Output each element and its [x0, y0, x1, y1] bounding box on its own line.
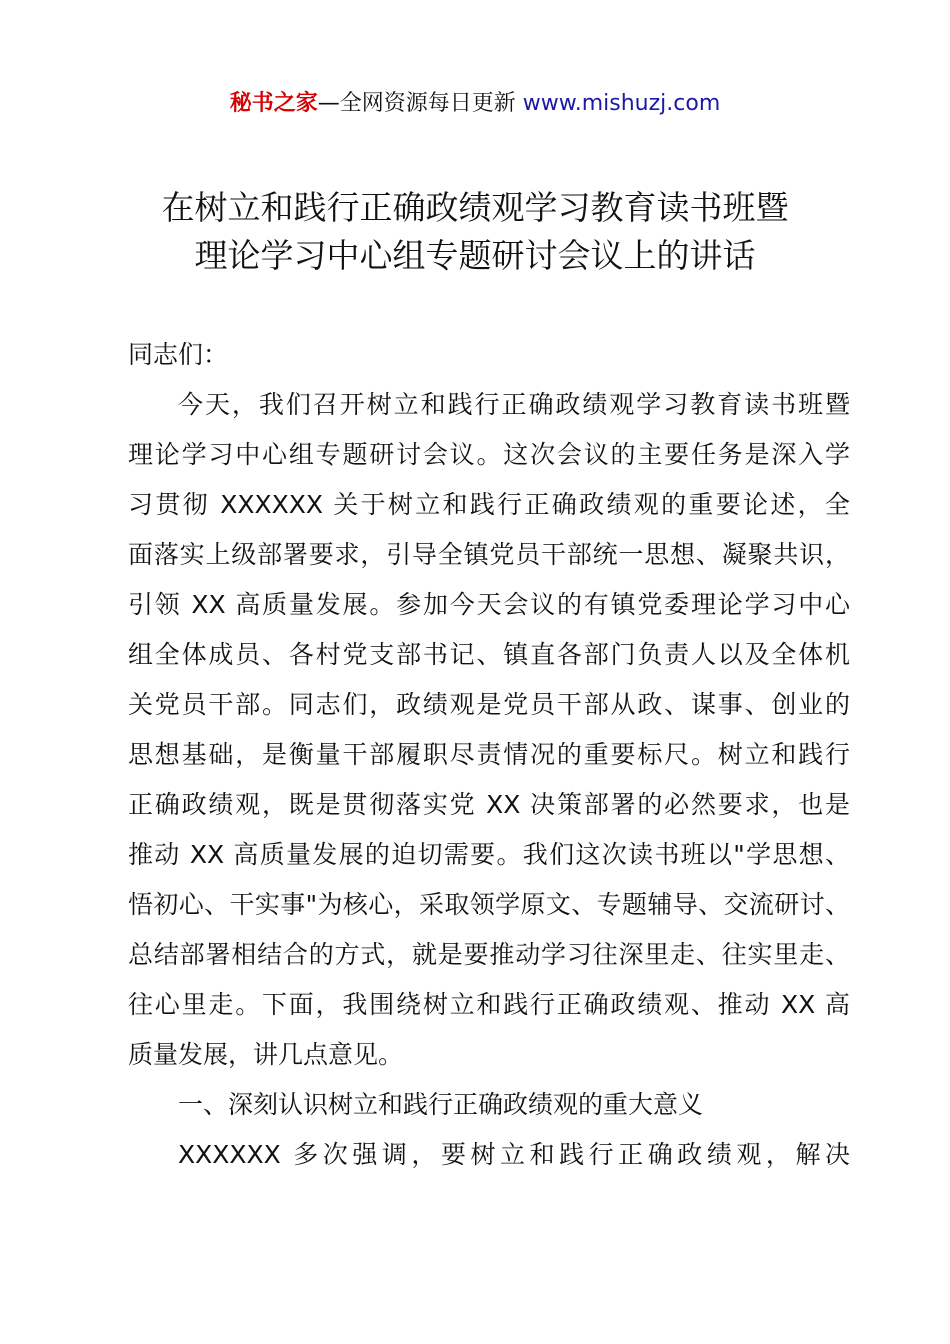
- text-line: 关党员干部。同志们，政绩观是党员干部从政、谋事、创业的: [128, 690, 850, 719]
- site-brand: 秘书之家: [229, 91, 318, 116]
- salutation: 同志们：: [128, 340, 229, 369]
- text-line: 习贯彻 XXXXXX 关于树立和践行正确政绩观的重要论述，全: [128, 490, 850, 519]
- text-line: 悟初心、干实事"为核心，采取领学原文、专题辅导、交流研讨、: [128, 890, 850, 919]
- document-title: [0, 184, 950, 280]
- section-heading-1: 一、深刻认识树立和践行正确政绩观的重大意义: [178, 1090, 704, 1119]
- text-line: 往心里走。下面，我围绕树立和践行正确政绩观、推动 XX 高: [128, 990, 850, 1019]
- title-line-2: 理论学习中心组专题研讨会议上的讲话: [194, 236, 756, 275]
- site-tagline: —全网资源每日更新: [317, 91, 516, 116]
- text-line: 理论学习中心组专题研讨会议。这次会议的主要任务是深入学: [128, 440, 850, 469]
- text-line: 组全体成员、各村党支部书记、镇直各部门负责人以及全体机: [128, 640, 850, 669]
- text-line: 总结部署相结合的方式，就是要推动学习往深里走、往实里走、: [128, 940, 850, 969]
- title-line-1: 在树立和践行正确政绩观学习教育读书班暨: [161, 188, 789, 227]
- text-line: 思想基础，是衡量干部履职尽责情况的重要标尺。树立和践行: [128, 740, 850, 769]
- paragraph-intro: [128, 380, 850, 1080]
- text-line: 今天，我们召开树立和践行正确政绩观学习教育读书班暨: [178, 390, 850, 419]
- text-line: 质量发展，讲几点意见。: [128, 1040, 404, 1069]
- site-url-link[interactable]: www.mishuzj.com: [522, 91, 721, 116]
- text-line: 引领 XX 高质量发展。参加今天会议的有镇党委理论学习中心: [128, 590, 850, 619]
- text-line: 正确政绩观，既是贯彻落实党 XX 决策部署的必然要求，也是: [128, 790, 850, 819]
- text-line: 面落实上级部署要求，引导全镇党员干部统一思想、凝聚共识，: [128, 540, 850, 569]
- site-header: [0, 88, 950, 120]
- paragraph-section-1: [128, 1130, 850, 1180]
- text-line: XXXXXX 多次强调，要树立和践行正确政绩观，解决: [178, 1140, 850, 1169]
- document-body: [128, 330, 850, 1180]
- text-line: 推动 XX 高质量发展的迫切需要。我们这次读书班以"学思想、: [128, 840, 850, 869]
